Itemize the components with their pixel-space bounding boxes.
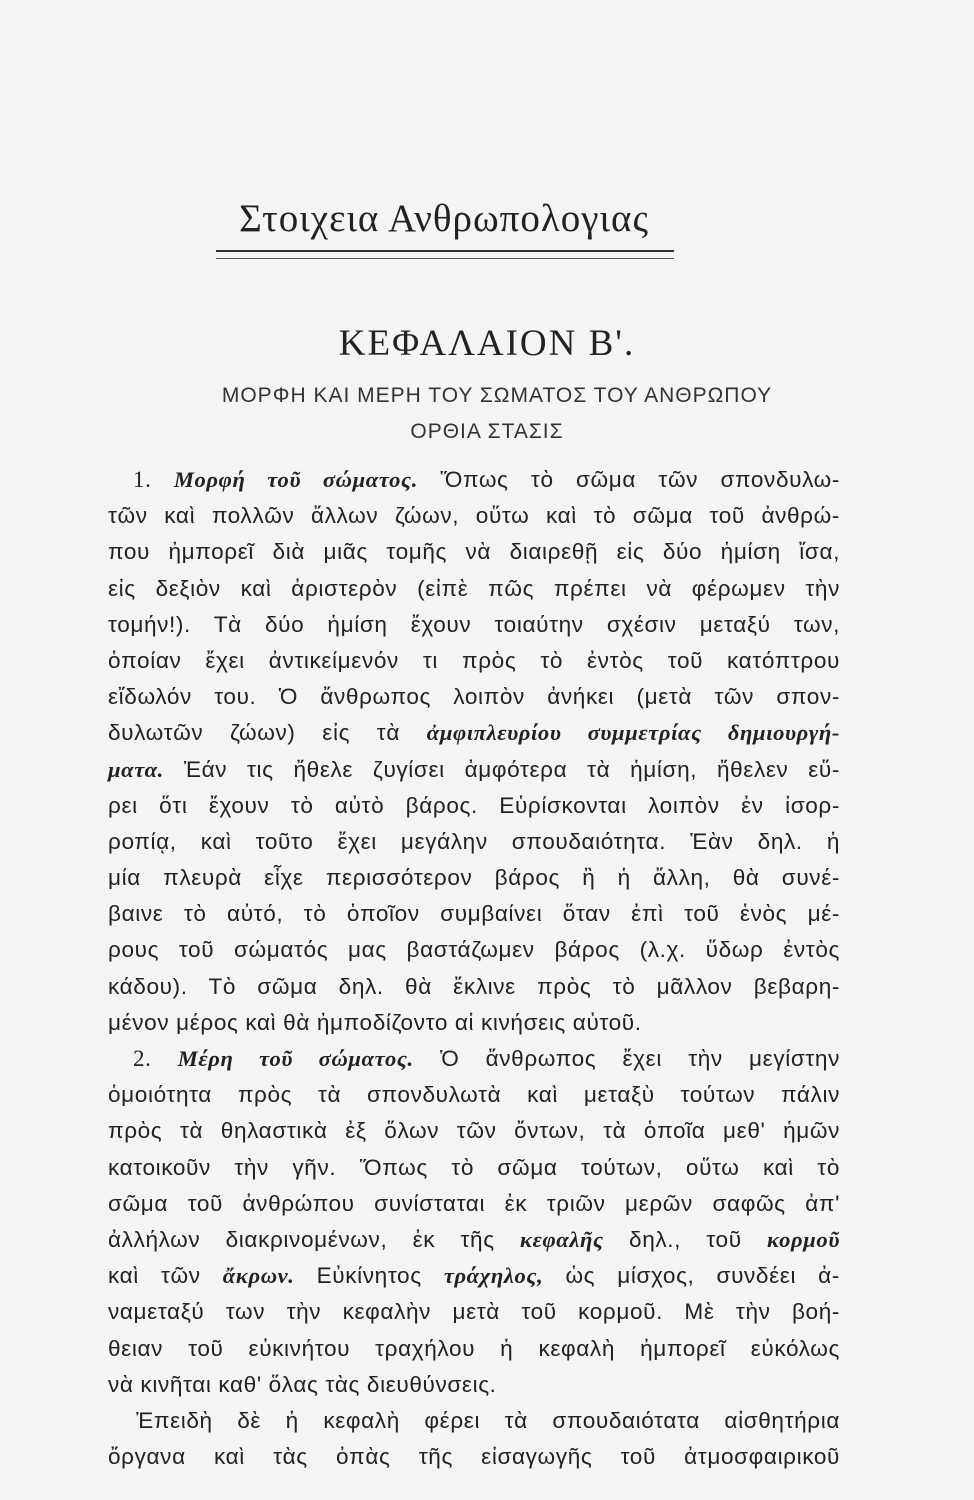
text-line: ματα. Ἐάν τις ἤθελε ζυγίσει ἀμφότερα τὰ ἡμίση, ἤθελεν εὕ- bbox=[108, 756, 840, 782]
text-line: σῶμα τοῦ ἀνθρώπου συνίσταται ἐκ τριῶν μερῶν σαφῶς ἀπ' bbox=[108, 1190, 840, 1216]
text-line: νὰ κινῆται καθ' ὅλας τὰς διευθύνσεις. bbox=[108, 1371, 497, 1397]
text-line: κατοικοῦν τὴν γῆν. Ὅπως τὸ σῶμα τούτων, οὕτω καὶ τὸ bbox=[108, 1154, 840, 1180]
text-line: καὶ τῶν ἄκρων. Εὐκίνητος τράχηλος, ὡς μίσχος, συνδέει ἀ- bbox=[108, 1263, 840, 1289]
text-line: βαινε τὸ αὐτό, τὸ ὁποῖον συμβαίνει ὅταν ἐπὶ τοῦ ἑνὸς μέ- bbox=[108, 901, 840, 927]
running-title: Στοιχεια Ανθρωπολογιας bbox=[239, 197, 649, 240]
text-line: ὄργανα καὶ τὰς ὀπὰς τῆς εἰσαγωγῆς τοῦ ἀτμοσφαιρικοῦ bbox=[108, 1444, 840, 1470]
emphasis: τράχηλος, bbox=[443, 1263, 544, 1289]
text-line: μένον μέρος καὶ θὰ ἠμποδίζοντο αἱ κινήσεις αὐτοῦ. bbox=[108, 1009, 642, 1035]
text-line: τομήν!). Τὰ δύο ἡμίση ἔχουν τοιαύτην σχέσιν μεταξύ των, bbox=[108, 611, 840, 637]
emphasis: ἀμφιπλευρίου συμμετρίας δημιουργή- bbox=[426, 720, 840, 746]
text-line: κάδου). Τὸ σῶμα δηλ. θὰ ἔκλινε πρὸς τὸ μᾶλλον βεβαρη- bbox=[108, 973, 840, 999]
text-line: ρει ὅτι ἔχουν τὸ αὐτὸ βάρος. Εὑρίσκονται λοιπὸν ἐν ἰσορ- bbox=[108, 792, 840, 818]
emphasis: ματα. bbox=[108, 756, 164, 782]
text-line: πρὸς τὰ θηλαστικὰ ἐξ ὅλων τῶν ὄντων, τὰ ὁποῖα μεθ' ἡμῶν bbox=[108, 1118, 840, 1144]
text-line: 1. Μορφή τοῦ σώματος. Ὅπως τὸ σῶμα τῶν σπονδυλω- bbox=[133, 467, 840, 492]
text-line: τῶν καὶ πολλῶν ἄλλων ζώων, οὕτω καὶ τὸ σῶμα τοῦ ἀνθρώ- bbox=[108, 503, 840, 529]
text-line: ὁμοιότητα πρὸς τὰ σπονδυλωτὰ καὶ μεταξὺ τούτων πάλιν bbox=[108, 1082, 840, 1108]
title-rule-thin bbox=[216, 258, 674, 259]
section-subtitle-2: ΟΡΘΙΑ ΣΤΑΣΙΣ bbox=[410, 420, 564, 443]
text-line: εἴδωλόν του. Ὁ ἄνθρωπος λοιπὸν ἀνήκει (μετὰ τῶν σπον- bbox=[108, 684, 840, 710]
text-line: ρους τοῦ σώματός μας βαστάζωμεν βάρος (λ.χ. ὕδωρ ἐντὸς bbox=[108, 937, 840, 963]
text-line: θειαν τοῦ εὐκινήτου τραχήλου ἡ κεφαλὴ ἠμπορεῖ εὐκόλως bbox=[108, 1335, 840, 1361]
text-line: εἰς δεξιὸν καὶ ἀριστερὸν (εἰπὲ πῶς πρέπει νὰ φέρωμεν τὴν bbox=[108, 575, 840, 601]
text-line: 2. Μέρη τοῦ σώματος. Ὁ ἄνθρωπος ἔχει τὴν μεγίστην bbox=[133, 1046, 840, 1071]
text-line: ὁποίαν ἔχει ἀντικείμενόν τι πρὸς τὸ ἐντὸς τοῦ κατόπτρου bbox=[108, 647, 840, 673]
section-heading: Μέρη τοῦ σώματος. bbox=[177, 1046, 414, 1071]
text-line: ἀλλήλων διακρινομένων, ἐκ τῆς κεφαλῆς δηλ., τοῦ κορμοῦ bbox=[108, 1226, 840, 1252]
emphasis: ἄκρων. bbox=[222, 1263, 295, 1289]
emphasis: κεφαλῆς bbox=[520, 1226, 604, 1252]
text-line: μία πλευρὰ εἶχε περισσότερον βάρος ἢ ἡ ἄλλη, θὰ συνέ- bbox=[108, 865, 840, 891]
text-line: δυλωτῶν ζώων) εἰς τὰ ἀμφιπλευρίου συμμετρίας δημιουργή- bbox=[108, 720, 840, 746]
body-text bbox=[108, 462, 840, 1475]
section-heading: Μορφή τοῦ σώματος. bbox=[173, 467, 418, 492]
text-line: που ἠμπορεῖ διὰ μιᾶς τομῆς νὰ διαιρεθῇ εἰς δύο ἡμίση ἴσα, bbox=[108, 539, 840, 565]
text-line: Ἐπειδὴ δὲ ἡ κεφαλὴ φέρει τὰ σπουδαιότατα αἰσθητήρια bbox=[136, 1407, 840, 1433]
title-rule bbox=[216, 250, 674, 252]
chapter-heading: ΚΕΦΑΛΑΙΟΝ Β'. bbox=[338, 323, 636, 364]
emphasis: κορμοῦ bbox=[766, 1226, 840, 1252]
section-subtitle: ΜΟΡΦΗ ΚΑΙ ΜΕΡΗ ΤΟΥ ΣΩΜΑΤΟΣ ΤΟΥ ΑΝΘΡΩΠΟΥ bbox=[221, 384, 773, 407]
text-line: ναμεταξύ των τὴν κεφαλὴν μετὰ τοῦ κορμοῦ. Μὲ τὴν βοή- bbox=[108, 1299, 840, 1325]
text-line: ροπίᾳ, καὶ τοῦτο ἔχει μεγάλην σπουδαιότητα. Ἐὰν δηλ. ἡ bbox=[108, 828, 840, 854]
